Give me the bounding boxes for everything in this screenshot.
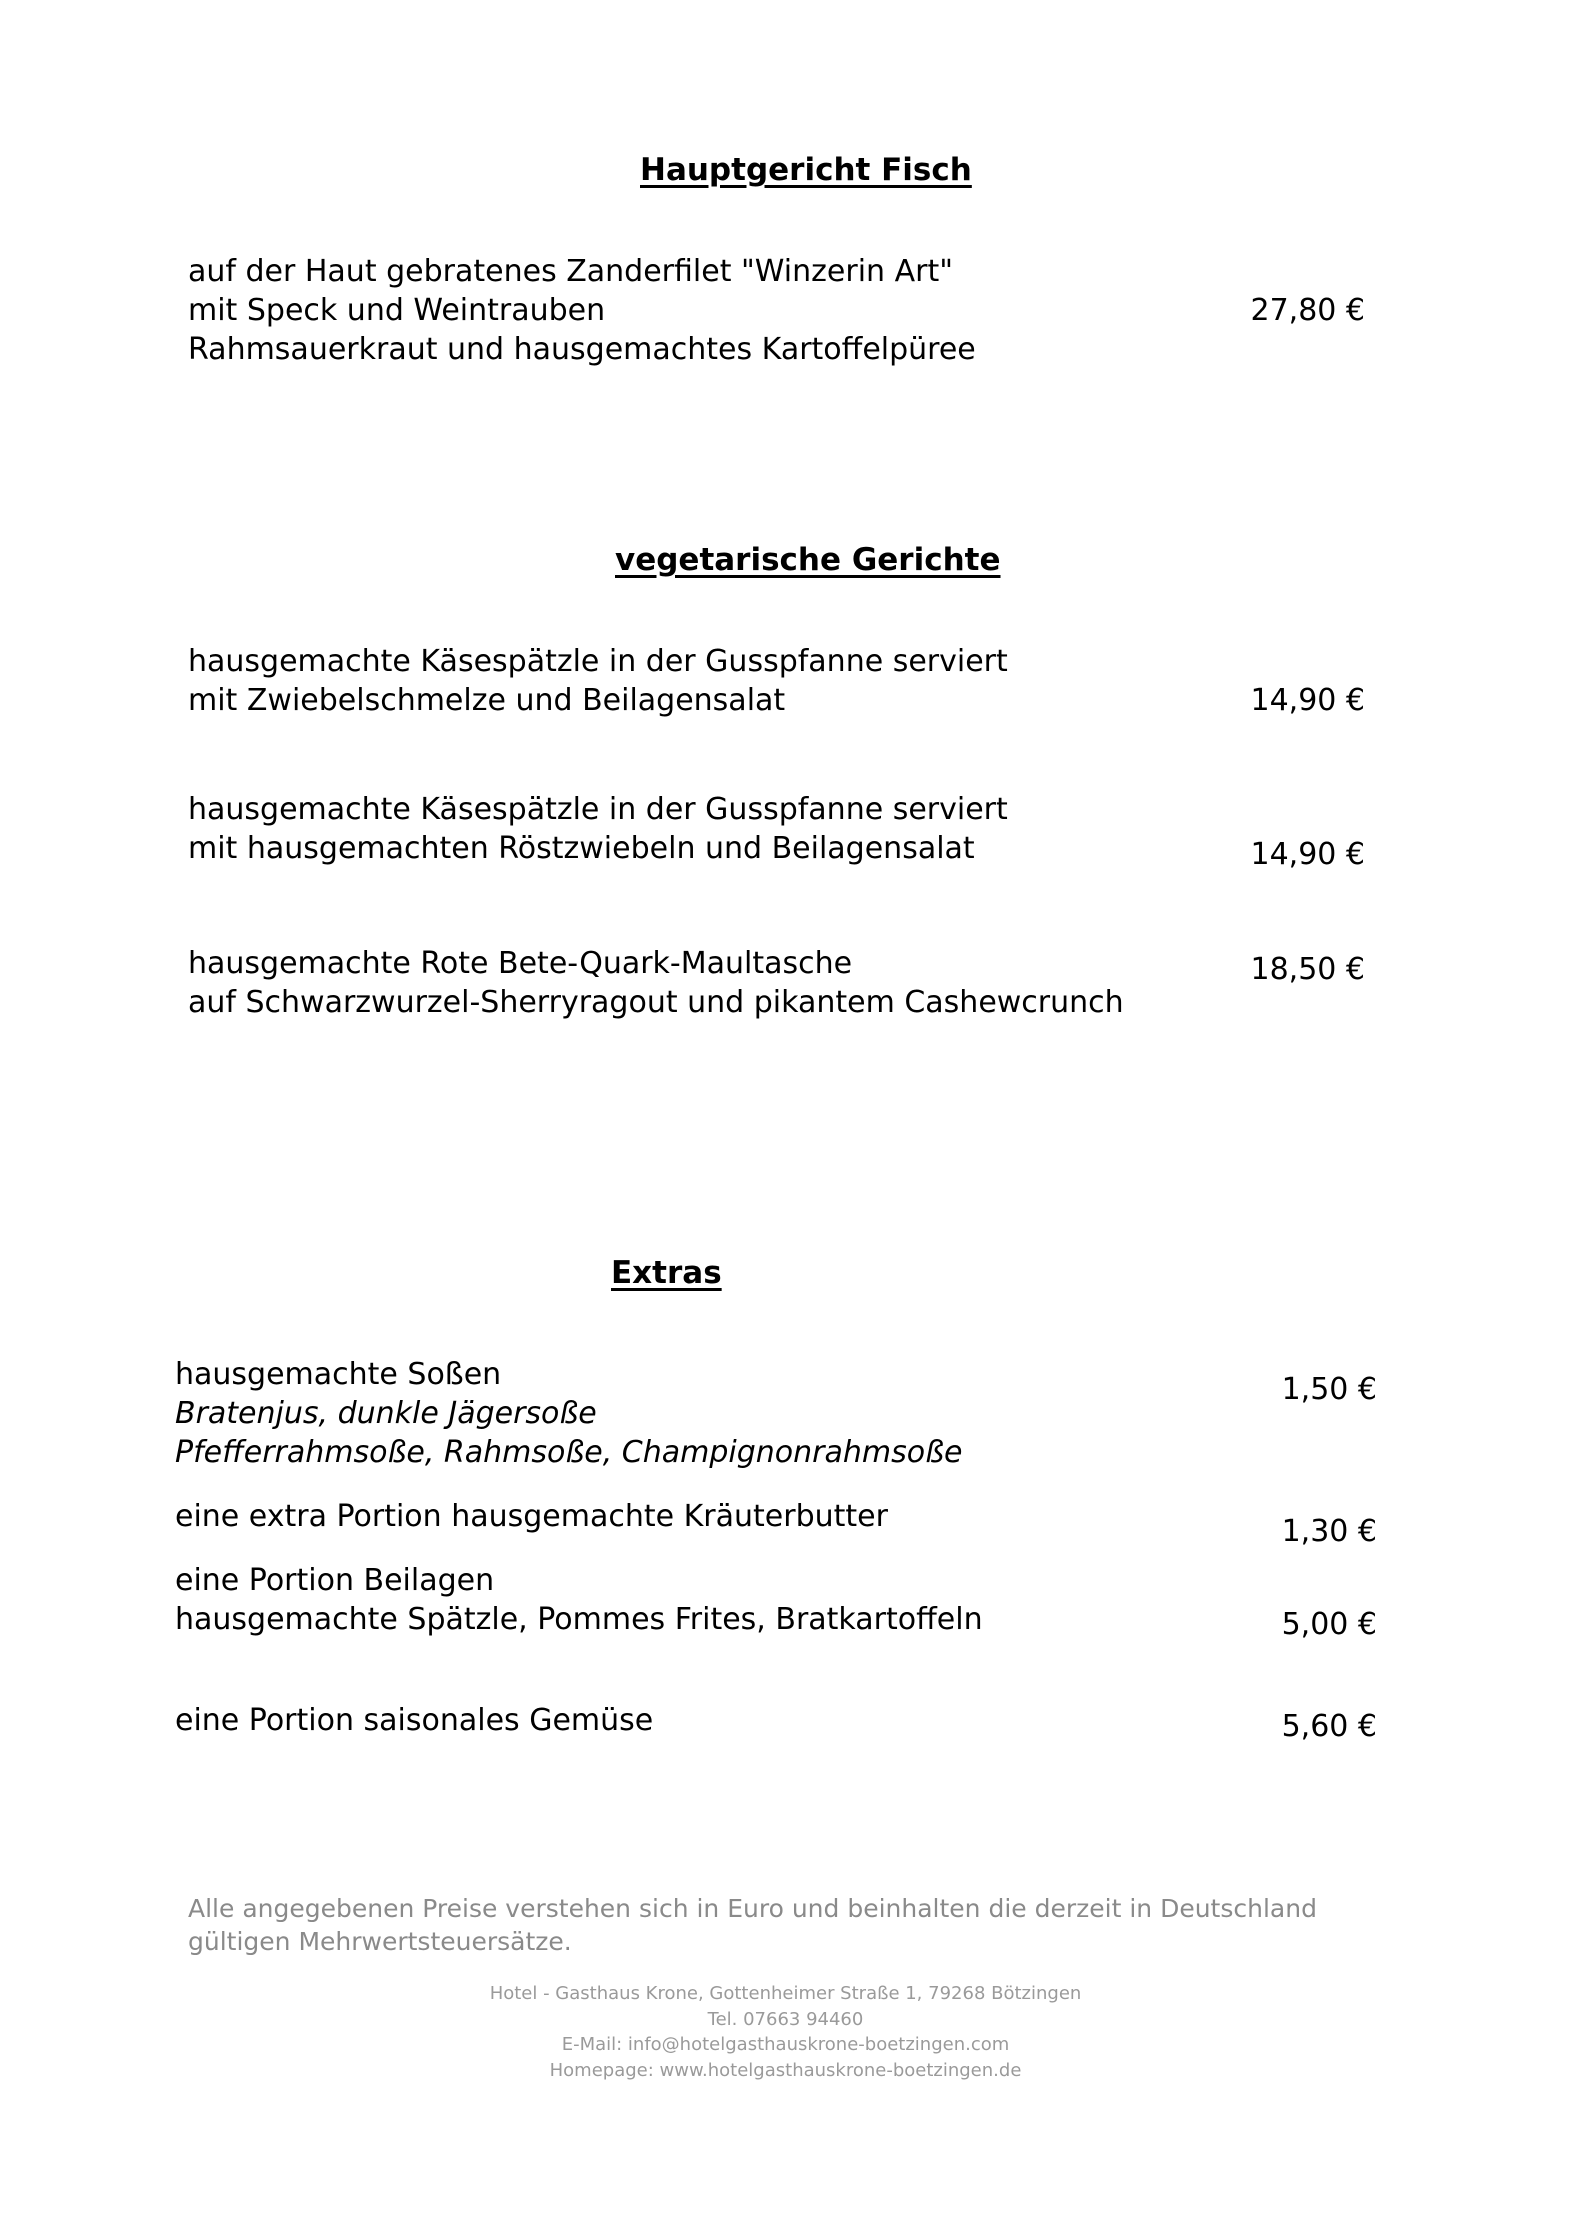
- footer-phone: Tel. 07663 94460: [707, 2009, 864, 2030]
- menu-item-line: mit Speck und Weintrauben: [188, 293, 606, 328]
- menu-item-price: 14,90 €: [1250, 683, 1365, 718]
- extras-item-price: 1,30 €: [1281, 1514, 1377, 1549]
- menu-item-line: hausgemachte Käsespätzle in der Gusspfanne serviert: [188, 792, 1008, 827]
- menu-item-price: 14,90 €: [1250, 837, 1365, 872]
- extras-item-line: Pfefferrahmsoße, Rahmsoße, Champignonrahmsoße: [175, 1435, 963, 1470]
- extras-item-line: hausgemachte Spätzle, Pommes Frites, Bratkartoffeln: [175, 1602, 983, 1637]
- extras-item-line: hausgemachte Soßen: [175, 1357, 502, 1392]
- section-title-extras: Extras: [611, 1255, 722, 1291]
- menu-item-price: 18,50 €: [1250, 952, 1365, 987]
- menu-item-line: Rahmsauerkraut und hausgemachtes Kartoffelpüree: [188, 332, 976, 367]
- section-title-vegetarian: vegetarische Gerichte: [615, 542, 1001, 578]
- extras-item-line: Bratenjus, dunkle Jägersoße: [175, 1396, 597, 1431]
- menu-item-price: 27,80 €: [1250, 293, 1365, 328]
- extras-item-line: eine Portion saisonales Gemüse: [175, 1703, 654, 1738]
- menu-item-line: mit Zwiebelschmelze und Beilagensalat: [188, 683, 786, 718]
- menu-item-line: auf Schwarzwurzel-Sherryragout und pikantem Cashewcrunch: [188, 985, 1124, 1020]
- price-note: Alle angegebenen Preise verstehen sich in Euro und beinhalten die derzeit in Deutschland gültigen Mehrwertsteuersätze.: [188, 1894, 1317, 1956]
- extras-item-line: eine Portion Beilagen: [175, 1563, 495, 1598]
- extras-item-line: eine extra Portion hausgemachte Kräuterbutter: [175, 1499, 888, 1534]
- extras-item-price: 5,60 €: [1281, 1709, 1377, 1744]
- menu-item-line: auf der Haut gebratenes Zanderfilet "Winzerin Art": [188, 254, 953, 289]
- extras-item-price: 5,00 €: [1281, 1607, 1377, 1642]
- section-title-fish: Hauptgericht Fisch: [640, 152, 972, 188]
- menu-item-line: mit hausgemachten Röstzwiebeln und Beilagensalat: [188, 831, 975, 866]
- menu-item-line: hausgemachte Rote Bete-Quark-Maultasche: [188, 946, 853, 981]
- footer-address: Hotel - Gasthaus Krone, Gottenheimer Straße 1, 79268 Bötzingen: [489, 1983, 1082, 2004]
- footer-email[interactable]: E-Mail: info@hotelgasthauskrone-boetzingen.com: [561, 2034, 1010, 2055]
- extras-item-price: 1,50 €: [1281, 1372, 1377, 1407]
- menu-item-line: hausgemachte Käsespätzle in der Gusspfanne serviert: [188, 644, 1008, 679]
- footer-homepage[interactable]: Homepage: www.hotelgasthauskrone-boetzingen.de: [549, 2060, 1022, 2081]
